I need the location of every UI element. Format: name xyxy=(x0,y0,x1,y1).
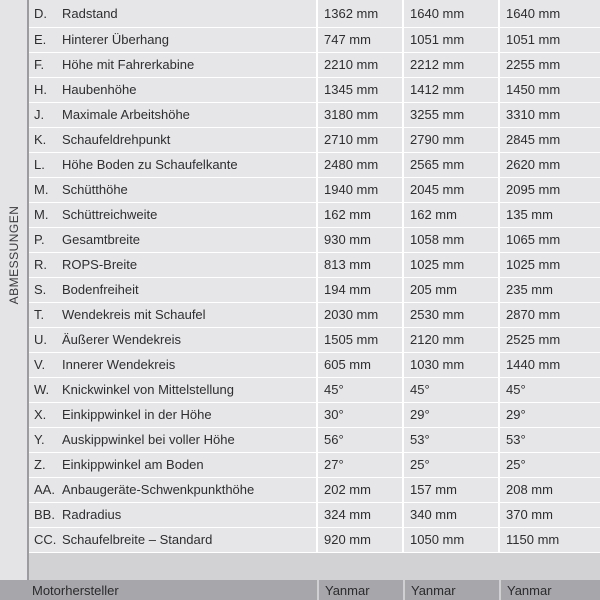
value-cell-3: 2255 mm xyxy=(499,52,600,77)
row-code: CC. xyxy=(34,532,57,547)
table-row xyxy=(29,452,600,477)
table-row xyxy=(29,177,600,202)
row-label-cell xyxy=(29,352,317,377)
row-code: F. xyxy=(34,57,45,72)
table-row xyxy=(29,302,600,327)
row-label-cell xyxy=(29,27,317,52)
value-cell-3: 1065 mm xyxy=(499,227,600,252)
row-label-cell xyxy=(29,252,317,277)
value-cell-1: 930 mm xyxy=(317,227,403,252)
row-label: Anbaugeräte-Schwenkpunkthöhe xyxy=(62,482,255,497)
row-code: BB. xyxy=(34,507,55,522)
value-cell-2: 205 mm xyxy=(403,277,499,302)
value-cell-1: 813 mm xyxy=(317,252,403,277)
row-label: Radradius xyxy=(62,507,122,522)
value-cell-1: 920 mm xyxy=(317,527,403,552)
value-cell-1: 1505 mm xyxy=(317,327,403,352)
value-cell-2: 53° xyxy=(403,427,499,452)
row-label-cell xyxy=(29,502,317,527)
table-row xyxy=(29,252,600,277)
table-row xyxy=(29,127,600,152)
value-cell-1: 2710 mm xyxy=(317,127,403,152)
row-code: Z. xyxy=(34,457,46,472)
value-cell-1: 1362 mm xyxy=(317,0,403,27)
row-label: Schaufeldrehpunkt xyxy=(62,132,171,147)
row-label: Bodenfreiheit xyxy=(62,282,139,297)
table-row xyxy=(29,477,600,502)
row-label-cell xyxy=(29,302,317,327)
table-row xyxy=(29,202,600,227)
row-label: Radstand xyxy=(62,5,118,21)
row-code: M. xyxy=(34,207,49,222)
row-label-cell xyxy=(29,102,317,127)
row-label-cell xyxy=(29,452,317,477)
value-cell-1: 1345 mm xyxy=(317,77,403,102)
value-cell-3: 2095 mm xyxy=(499,177,600,202)
value-cell-2: 1025 mm xyxy=(403,252,499,277)
value-cell-3: 1025 mm xyxy=(499,252,600,277)
row-label: Knickwinkel von Mittelstellung xyxy=(62,382,234,397)
row-label: Schaufelbreite – Standard xyxy=(62,532,213,547)
value-cell-3: 1440 mm xyxy=(499,352,600,377)
value-cell-3: 235 mm xyxy=(499,277,600,302)
value-cell-3: 2620 mm xyxy=(499,152,600,177)
table-row xyxy=(29,377,600,402)
row-label: Hinterer Überhang xyxy=(62,32,169,47)
table-row xyxy=(29,0,600,27)
row-label-cell xyxy=(29,77,317,102)
table-row xyxy=(29,327,600,352)
footer-value-1: Yanmar xyxy=(317,580,403,600)
row-label-cell xyxy=(29,477,317,502)
row-label: Einkippwinkel am Boden xyxy=(62,457,204,472)
value-cell-3: 25° xyxy=(499,452,600,477)
table-row xyxy=(29,152,600,177)
value-cell-1: 30° xyxy=(317,402,403,427)
footer-value-2: Yanmar xyxy=(403,580,499,600)
dimensions-table xyxy=(29,0,600,553)
row-label-cell xyxy=(29,277,317,302)
value-cell-2: 157 mm xyxy=(403,477,499,502)
value-cell-1: 162 mm xyxy=(317,202,403,227)
value-cell-2: 2045 mm xyxy=(403,177,499,202)
row-label-cell xyxy=(29,327,317,352)
row-code: M. xyxy=(34,182,49,197)
table-row xyxy=(29,77,600,102)
value-cell-3: 1450 mm xyxy=(499,77,600,102)
value-cell-1: 56° xyxy=(317,427,403,452)
value-cell-1: 324 mm xyxy=(317,502,403,527)
value-cell-1: 194 mm xyxy=(317,277,403,302)
table-row xyxy=(29,502,600,527)
row-code: X. xyxy=(34,407,47,422)
value-cell-2: 1050 mm xyxy=(403,527,499,552)
row-label: Schütthöhe xyxy=(62,182,128,197)
value-cell-2: 2212 mm xyxy=(403,52,499,77)
row-label: Äußerer Wendekreis xyxy=(62,332,181,347)
value-cell-3: 2525 mm xyxy=(499,327,600,352)
row-label: Auskippwinkel bei voller Höhe xyxy=(62,432,235,447)
row-code: P. xyxy=(34,232,45,247)
row-code: H. xyxy=(34,82,47,97)
row-label-cell xyxy=(29,427,317,452)
value-cell-1: 27° xyxy=(317,452,403,477)
value-cell-1: 2210 mm xyxy=(317,52,403,77)
table-row xyxy=(29,102,600,127)
value-cell-3: 1051 mm xyxy=(499,27,600,52)
row-code: D. xyxy=(34,5,47,21)
row-label-cell xyxy=(29,527,317,552)
table-row xyxy=(29,52,600,77)
row-label-cell xyxy=(29,52,317,77)
row-code: U. xyxy=(34,332,47,347)
value-cell-1: 45° xyxy=(317,377,403,402)
row-code: Y. xyxy=(34,432,45,447)
value-cell-2: 2565 mm xyxy=(403,152,499,177)
value-cell-3: 29° xyxy=(499,402,600,427)
value-cell-2: 1058 mm xyxy=(403,227,499,252)
value-cell-3: 1640 mm xyxy=(499,0,600,27)
value-cell-2: 29° xyxy=(403,402,499,427)
value-cell-1: 2480 mm xyxy=(317,152,403,177)
value-cell-3: 45° xyxy=(499,377,600,402)
row-label: Gesamtbreite xyxy=(62,232,141,247)
row-label-cell xyxy=(29,152,317,177)
engine-manufacturer-row xyxy=(0,580,600,600)
value-cell-3: 1150 mm xyxy=(499,527,600,552)
row-label-cell xyxy=(29,202,317,227)
row-label-cell xyxy=(29,227,317,252)
row-label-cell xyxy=(29,0,317,27)
row-code: E. xyxy=(34,32,47,47)
value-cell-3: 53° xyxy=(499,427,600,452)
footer-label: Motorhersteller xyxy=(32,583,119,598)
row-label: Innerer Wendekreis xyxy=(62,357,176,372)
row-label: Schüttreichweite xyxy=(62,207,158,222)
table-row xyxy=(29,427,600,452)
row-code: AA. xyxy=(34,482,55,497)
value-cell-2: 3255 mm xyxy=(403,102,499,127)
row-code: V. xyxy=(34,357,46,372)
value-cell-2: 2530 mm xyxy=(403,302,499,327)
table-row xyxy=(29,277,600,302)
row-code: T. xyxy=(34,307,45,322)
table-row xyxy=(29,402,600,427)
value-cell-1: 2030 mm xyxy=(317,302,403,327)
row-label: Einkippwinkel in der Höhe xyxy=(62,407,212,422)
row-label: Wendekreis mit Schaufel xyxy=(62,307,206,322)
value-cell-2: 1640 mm xyxy=(403,0,499,27)
row-label: Haubenhöhe xyxy=(62,82,137,97)
value-cell-2: 162 mm xyxy=(403,202,499,227)
row-label-cell xyxy=(29,127,317,152)
row-code: L. xyxy=(34,157,45,172)
value-cell-2: 45° xyxy=(403,377,499,402)
row-label-cell xyxy=(29,402,317,427)
value-cell-3: 135 mm xyxy=(499,202,600,227)
row-label: Maximale Arbeitshöhe xyxy=(62,107,190,122)
value-cell-2: 1412 mm xyxy=(403,77,499,102)
row-label-cell xyxy=(29,377,317,402)
value-cell-1: 3180 mm xyxy=(317,102,403,127)
value-cell-2: 340 mm xyxy=(403,502,499,527)
row-label: Höhe Boden zu Schaufelkante xyxy=(62,157,238,172)
value-cell-2: 2120 mm xyxy=(403,327,499,352)
value-cell-1: 202 mm xyxy=(317,477,403,502)
row-label-cell xyxy=(29,177,317,202)
value-cell-3: 2870 mm xyxy=(499,302,600,327)
value-cell-1: 605 mm xyxy=(317,352,403,377)
row-label: Höhe mit Fahrerkabine xyxy=(62,57,195,72)
value-cell-3: 2845 mm xyxy=(499,127,600,152)
table-row xyxy=(29,352,600,377)
table-row xyxy=(29,27,600,52)
table-row xyxy=(29,227,600,252)
row-code: K. xyxy=(34,132,47,147)
row-code: J. xyxy=(34,107,45,122)
value-cell-3: 370 mm xyxy=(499,502,600,527)
value-cell-2: 1030 mm xyxy=(403,352,499,377)
row-code: R. xyxy=(34,257,47,272)
section-sidebar xyxy=(0,0,29,580)
value-cell-3: 208 mm xyxy=(499,477,600,502)
value-cell-2: 1051 mm xyxy=(403,27,499,52)
value-cell-1: 747 mm xyxy=(317,27,403,52)
value-cell-2: 25° xyxy=(403,452,499,477)
section-label: ABMESSUNGEN xyxy=(7,205,21,305)
value-cell-1: 1940 mm xyxy=(317,177,403,202)
row-code: S. xyxy=(34,282,47,297)
value-cell-2: 2790 mm xyxy=(403,127,499,152)
footer-value-3: Yanmar xyxy=(499,580,600,600)
row-label: ROPS-Breite xyxy=(62,257,138,272)
table-row xyxy=(29,527,600,552)
row-code: W. xyxy=(34,382,50,397)
value-cell-3: 3310 mm xyxy=(499,102,600,127)
